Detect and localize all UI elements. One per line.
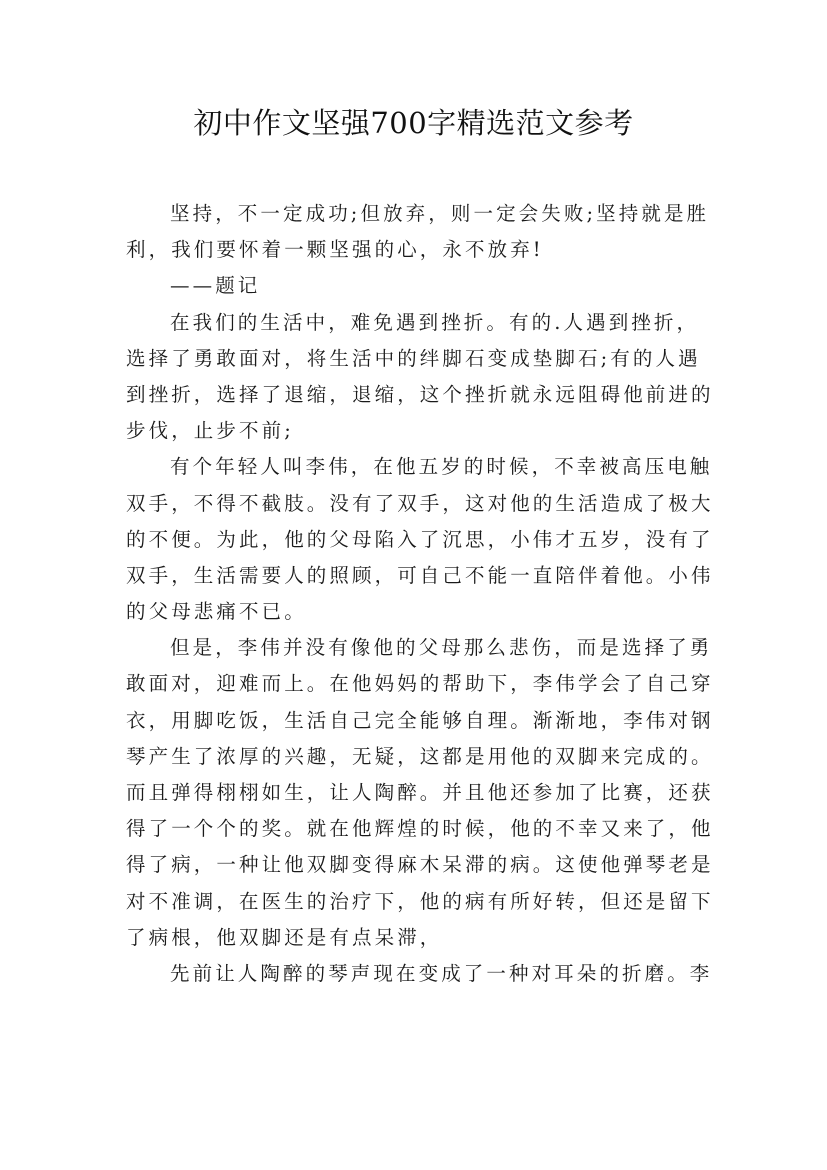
text-line: 利，我们要怀着一颗坚强的心，永不放弃! (126, 238, 544, 262)
text-line: 对不准调，在医生的治疗下，他的病有所好转，但还是留下 (126, 889, 714, 913)
text-line: 步伐，止步不前; (126, 419, 294, 443)
text-line: 双手，生活需要人的照顾，可自己不能一直陪伴着他。小伟 (126, 563, 714, 587)
text-line: 得了一个个的奖。就在他辉煌的时候，他的不幸又来了，他 (126, 817, 714, 841)
text-line: 坚持，不一定成功;但放弃，则一定会失败;坚持就是胜 (170, 202, 710, 225)
text-line: 有个年轻人叫李伟，在他五岁的时候，不幸被高压电触 (170, 455, 713, 479)
text-line: 的不便。为此，他的父母陷入了沉思，小伟才五岁，没有了 (126, 527, 714, 551)
text-line: 在我们的生活中，难免遇到挫折。有的.人遇到挫折， (170, 310, 700, 334)
text-line: 双手，不得不截肢。没有了双手，这对他的生活造成了极大 (126, 491, 714, 515)
text-line: 的父母悲痛不已。 (126, 600, 307, 624)
text-line: 得了病，一种让他双脚变得麻木呆滞的病。这使他弹琴老是 (126, 853, 714, 877)
document-body (126, 196, 714, 992)
text-line: 选择了勇敢面对，将生活中的绊脚石变成垫脚石;有的人遇 (126, 346, 701, 370)
text-line: ——题记 (170, 274, 261, 298)
text-line: 了病根，他双脚还是有点呆滞， (126, 925, 443, 949)
text-line: 但是，李伟并没有像他的父母那么悲伤，而是选择了勇 (170, 636, 713, 660)
text-line: 敢面对，迎难而上。在他妈妈的帮助下，李伟学会了自己穿 (126, 672, 714, 696)
text-line: 衣，用脚吃饭，生活自己完全能够自理。渐渐地，李伟对钢 (126, 708, 714, 732)
text-line: 到挫折，选择了退缩，退缩，这个挫折就永远阻碍他前进的 (126, 382, 714, 406)
text-line: 琴产生了浓厚的兴趣，无疑，这都是用他的双脚来完成的。 (126, 744, 714, 768)
text-line: 先前让人陶醉的琴声现在变成了一种对耳朵的折磨。李 (170, 961, 713, 985)
document-title: 初中作文坚强700字精选范文参考 (193, 106, 634, 140)
text-line: 而且弹得栩栩如生，让人陶醉。并且他还参加了比赛，还获 (126, 781, 714, 804)
